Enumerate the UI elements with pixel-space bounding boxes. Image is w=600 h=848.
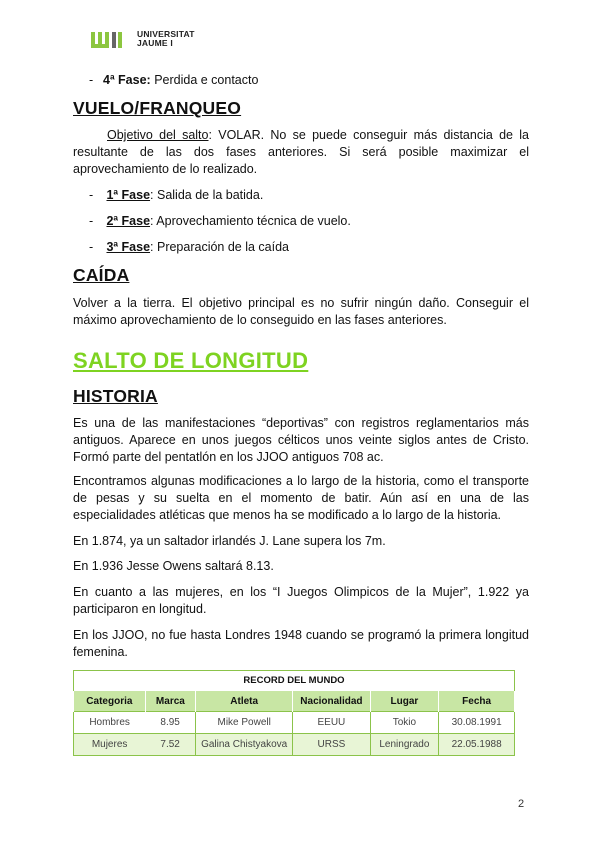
heading-vuelo: VUELO/FRANQUEO — [73, 98, 242, 118]
cell-categoria: Mujeres — [74, 734, 146, 756]
university-logo — [91, 30, 195, 48]
record-table-caption: RECORD DEL MUNDO — [73, 670, 515, 691]
historia-paragraph-3: En 1.874, ya un saltador irlandés J. Lane supera los 7m. — [73, 534, 386, 548]
col-header-marca: Marca — [145, 691, 195, 712]
fase-2-text: : Aprovechamiento técnica de vuelo. — [150, 214, 351, 228]
record-table-grid — [73, 691, 515, 756]
historia-paragraph-1: Es una de las manifestaciones “deportivas” con registros reglamentarios más antiguos. Aparece en unos juegos célticos unos veinte siglos antes de Cristo. Formó parte del pentatlón en los JJOO antiguos 708 ac. — [73, 416, 529, 464]
bullet-fase-2: - 2ª Fase: Aprovechamiento técnica de vuelo. — [89, 214, 351, 228]
cell-nacionalidad: URSS — [293, 734, 370, 756]
page-number: 2 — [518, 798, 525, 810]
record-table — [73, 670, 515, 756]
bullet-fase-1: - 1ª Fase: Salida de la batida. — [89, 188, 264, 202]
fase-3-label: 3ª Fase — [106, 240, 151, 254]
objetivo-label: Objetivo del salto — [107, 128, 209, 142]
historia-paragraph-5: En cuanto a las mujeres, en los “I Juegos Olimpicos de la Mujer”, 1.922 ya participaron en longitud. — [73, 585, 529, 616]
logo-line1: UNIVERSITAT — [137, 29, 195, 39]
bullet-fase-4: - 4ª Fase: Perdida e contacto — [89, 73, 259, 87]
cell-marca: 8.95 — [145, 712, 195, 734]
col-header-nacionalidad: Nacionalidad — [293, 691, 370, 712]
bullet-fase-3: - 3ª Fase: Preparación de la caída — [89, 240, 290, 254]
cell-marca: 7.52 — [145, 734, 195, 756]
cell-atleta: Mike Powell — [196, 712, 293, 734]
fase-4-text: Perdida e contacto — [150, 73, 259, 87]
fase-2-label: 2ª Fase — [106, 214, 151, 228]
objetivo-text: : VOLAR. No se puede conseguir más distancia de la resultante de las dos fases anteriores. Si será posible maximizar el aprovechamiento de lo realizado. — [73, 128, 529, 176]
cell-atleta: Galina Chistyakova — [196, 734, 293, 756]
fase-3-text: : Preparación de la caída — [150, 240, 290, 254]
cell-lugar: Leningrado — [370, 734, 439, 756]
heading-caida: CAÍDA — [73, 265, 130, 285]
fase-1-label: 1ª Fase — [106, 188, 151, 202]
cell-fecha: 30.08.1991 — [439, 712, 515, 734]
historia-paragraph-6: En los JJOO, no fue hasta Londres 1948 cuando se programó la primera longitud femenina. — [73, 628, 529, 659]
historia-paragraph-4: En 1.936 Jesse Owens saltará 8.13. — [73, 559, 274, 573]
table-row — [74, 712, 515, 734]
fase-1-text: : Salida de la batida. — [150, 188, 264, 202]
historia-paragraph-2: Encontramos algunas modificaciones a lo largo de la historia, como el transporte de pesas y su suelta en el momento de batir. Aún así en una de las especialidades atléticas que menos ha se modificado a lo largo de la historia. — [73, 474, 529, 522]
cell-fecha: 22.05.1988 — [439, 734, 515, 756]
caida-paragraph: Volver a la tierra. El objetivo principal es no sufrir ningún daño. Conseguir el máximo aprovechamiento de lo conseguido en las fases anteriores. — [73, 296, 529, 327]
title-salto-longitud: SALTO DE LONGITUD — [73, 348, 309, 373]
col-header-atleta: Atleta — [196, 691, 293, 712]
cell-lugar: Tokio — [370, 712, 439, 734]
logo-line2: JAUME I — [137, 38, 173, 48]
col-header-lugar: Lugar — [370, 691, 439, 712]
uji-logo-icon — [91, 30, 131, 48]
col-header-fecha: Fecha — [439, 691, 515, 712]
fase-4-label: 4ª Fase: — [103, 73, 151, 87]
col-header-categoria: Categoria — [74, 691, 146, 712]
heading-historia: HISTORIA — [73, 386, 158, 406]
table-header-row — [74, 691, 515, 712]
objetivo-paragraph — [73, 127, 529, 178]
cell-categoria: Hombres — [74, 712, 146, 734]
table-row — [74, 734, 515, 756]
cell-nacionalidad: EEUU — [293, 712, 370, 734]
